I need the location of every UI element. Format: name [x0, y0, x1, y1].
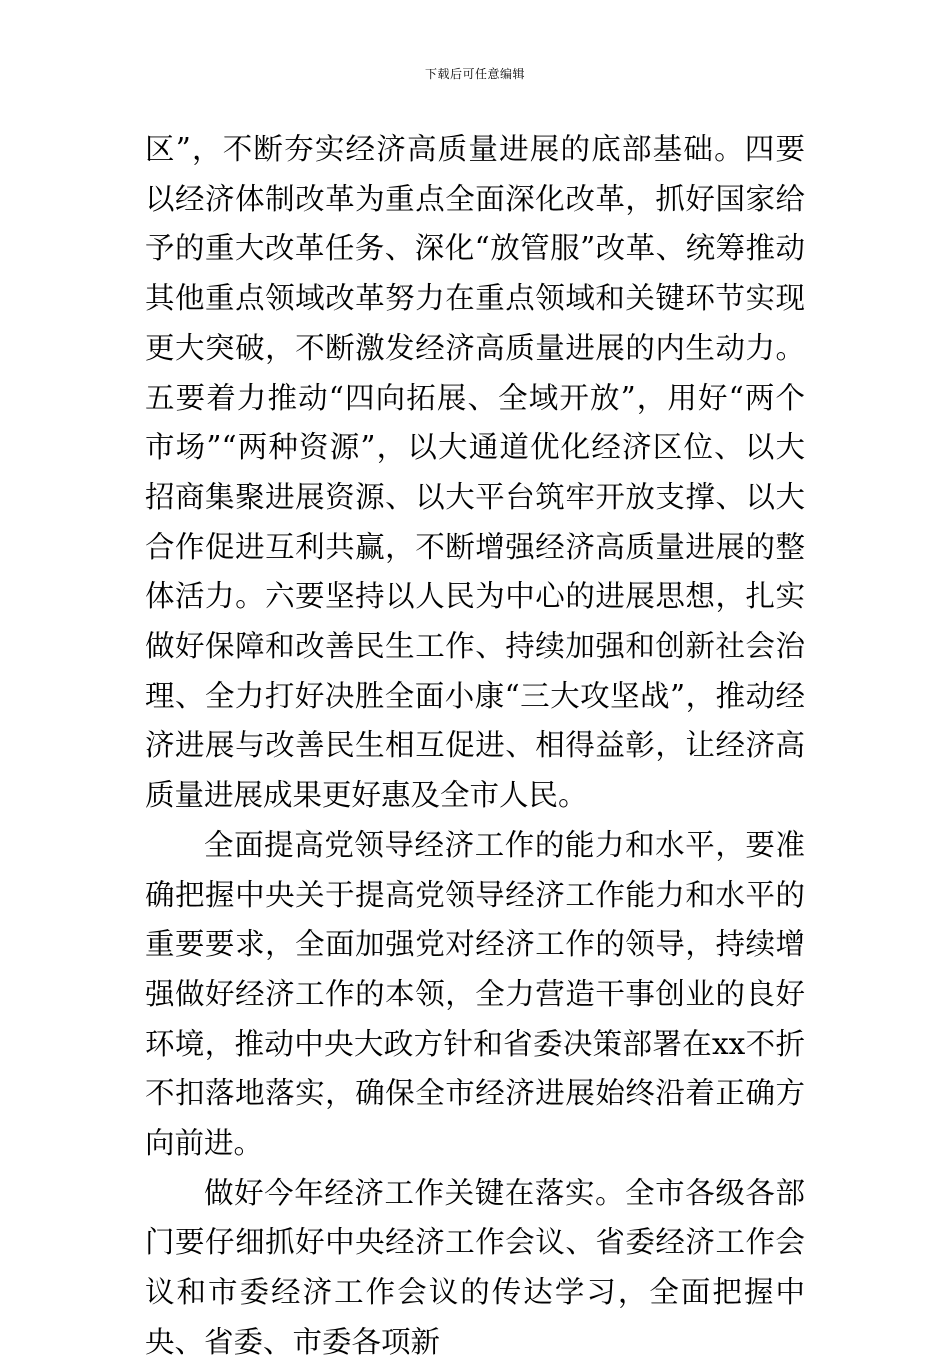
paragraph-3: 做好今年经济工作关键在落实。全市各级各部门要仔细抓好中央经济工作会议、省委经济工作会议和市委经济工作会议的传达学习，全面把握中央、省委、市委各项新 — [145, 1175, 805, 1359]
page-header: 下载后可任意编辑 — [424, 67, 525, 81]
paragraph-2: 全面提高党领导经济工作的能力和水平，要准确把握中央关于提高党领导经济工作能力和水平的重要要求，全面加强党对经济工作的领导，持续增强做好经济工作的本领，全力营造干事创业的良好环境，推动中央大政方针和省委决策部署在xx不折不扣落地落实，确保全市经济进展始终沿着正确方向前进。 — [145, 827, 805, 1161]
document-body — [145, 125, 805, 1368]
paragraph-1: 区”，不断夯实经济高质量进展的底部基础。四要以经济体制改革为重点全面深化改革，抓好国家给予的重大改革任务、深化“放管服”改革、统筹推动其他重点领域改革努力在重点领域和关键环节实现更大突破，不断激发经济高质量进展的内生动力。五要着力推动“四向拓展、全域开放”，用好“两个市场”“两种资源”，以大通道优化经济区位、以大招商集聚进展资源、以大平台筑牢开放支撑、以大合作促进互利共赢，不断增强经济高质量进展的整体活力。六要坚持以人民为中心的进展思想，扎实做好保障和改善民生工作、持续加强和创新社会治理、全力打好决胜全面小康“三大攻坚战”，推动经济进展与改善民生相互促进、相得益彰，让经济高质量进展成果更好惠及全市人民。 — [145, 132, 805, 813]
